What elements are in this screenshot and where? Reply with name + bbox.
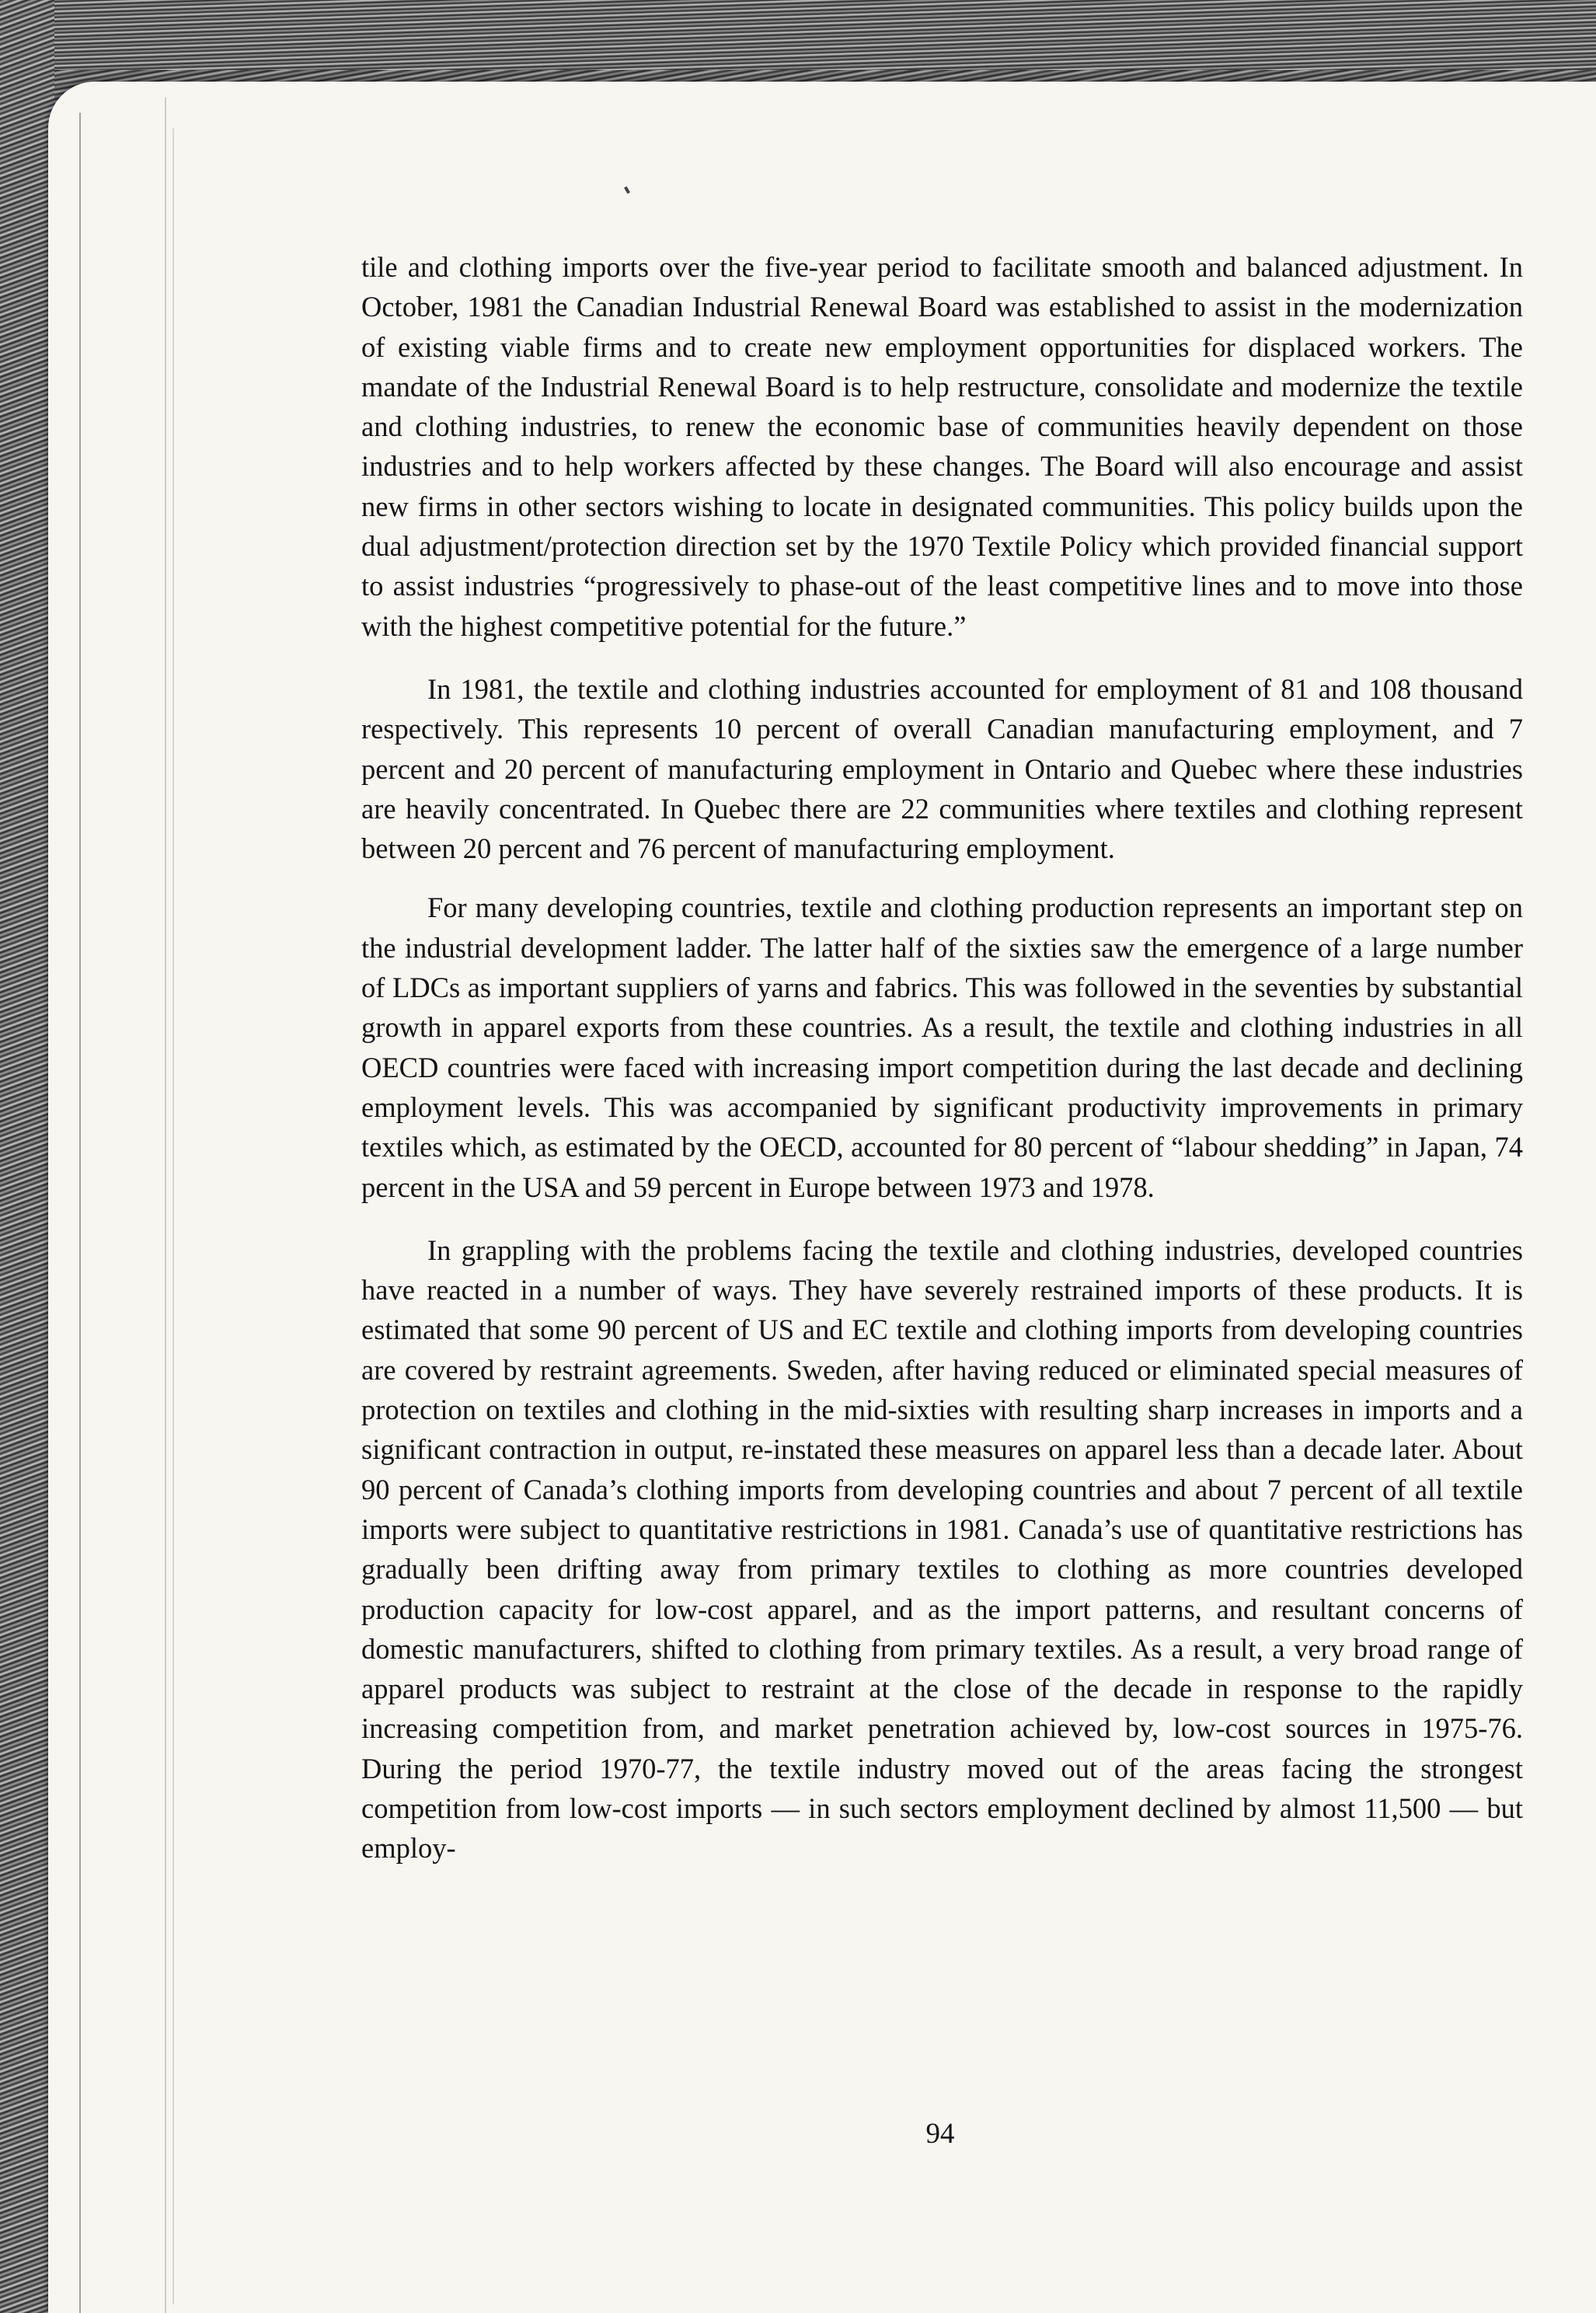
scan-top-edge	[0, 0, 1596, 70]
binding-line	[172, 128, 174, 2304]
binding-line	[79, 113, 81, 2313]
paragraph-3: For many developing countries, textile and clothing production represents an important step on the industrial development ladder. The latter half of the sixties saw the emergence of a large number of LDCs as important suppliers of yarns and fabrics. This was followed in the seventies by substantial growth in apparel exports from these countries. As a result, the textile and clothing industries in all OECD countries were faced with increasing import competition during the last decade and declining employment levels. This was accompanied by significant productivity improvements in primary textiles which, as estimated by the OECD, accounted for 80 percent of “labour shedding” in Japan, 74 percent in the USA and 59 percent in Europe between 1973 and 1978.	[361, 891, 1523, 1203]
binding-line	[165, 97, 166, 2313]
scan-left-edge	[0, 0, 54, 2313]
page-number: 94	[925, 2118, 955, 2150]
paragraph-2: In 1981, the textile and clothing industries accounted for employment of 81 and 108 thousand respectively. This represents 10 percent of overall Canadian manufacturing employment, and 7 percent and 20 percent of manufacturing employment in Ontario and Quebec where these industries are heavily concentrated. In Quebec there are 22 communities where textiles and clothing represent between 20 percent and 76 percent of manufacturing employment.	[361, 672, 1523, 865]
body-text	[361, 247, 1523, 1868]
paragraph-4: In grappling with the problems facing the textile and clothing industries, developed countries have reacted in a number of ways. They have severely restrained imports of these products. It is estimated that some 90 percent of US and EC textile and clothing imports from developing countries are covered by restraint agreements. Sweden, after having reduced or eliminated special measures of protection on textiles and clothing in the mid-sixties with resulting sharp increases in imports and a significant contraction in output, re-instated these measures on apparel less than a decade later. About 90 percent of Canada’s clothing imports from developing countries and about 7 percent of all textile imports were subject to quantitative restrictions in 1981. Canada’s use of quantitative restrictions has gradually been drifting away from primary textiles to clothing as more countries developed production capacity for low-cost apparel, and as the import patterns, and resultant concerns of domestic manufacturers, shifted to clothing from primary textiles. As a result, a very broad range of apparel products was subject to restraint at the close of the decade in response to the rapidly increasing competition from, and market penetration achieved by, low-cost sources in 1975-76. During the period 1970-77, the textile industry moved out of the areas facing the strongest competition from low-cost imports — in such sectors employment declined by almost 11,500 — but employ-	[361, 1233, 1523, 1865]
paragraph-1: tile and clothing imports over the five-year period to facilitate smooth and balanced adjustment. In October, 1981 the Canadian Industrial Renewal Board was established to assist in the modernization of existing viable firms and to create new employment opportunities for displaced workers. The mandate of the Industrial Renewal Board is to help restructure, consolidate and modernize the textile and clothing industries, to renew the economic base of communities heavily dependent on those industries and to help workers affected by these changes. The Board will also encourage and assist new firms in other sectors wishing to locate in designated communities. This policy builds upon the dual adjustment/protection direction set by the 1970 Textile Policy which provided financial support to assist industries “progressively to phase-out of the least competitive lines and to move into those with the highest competitive potential for the future.”	[361, 251, 1523, 642]
